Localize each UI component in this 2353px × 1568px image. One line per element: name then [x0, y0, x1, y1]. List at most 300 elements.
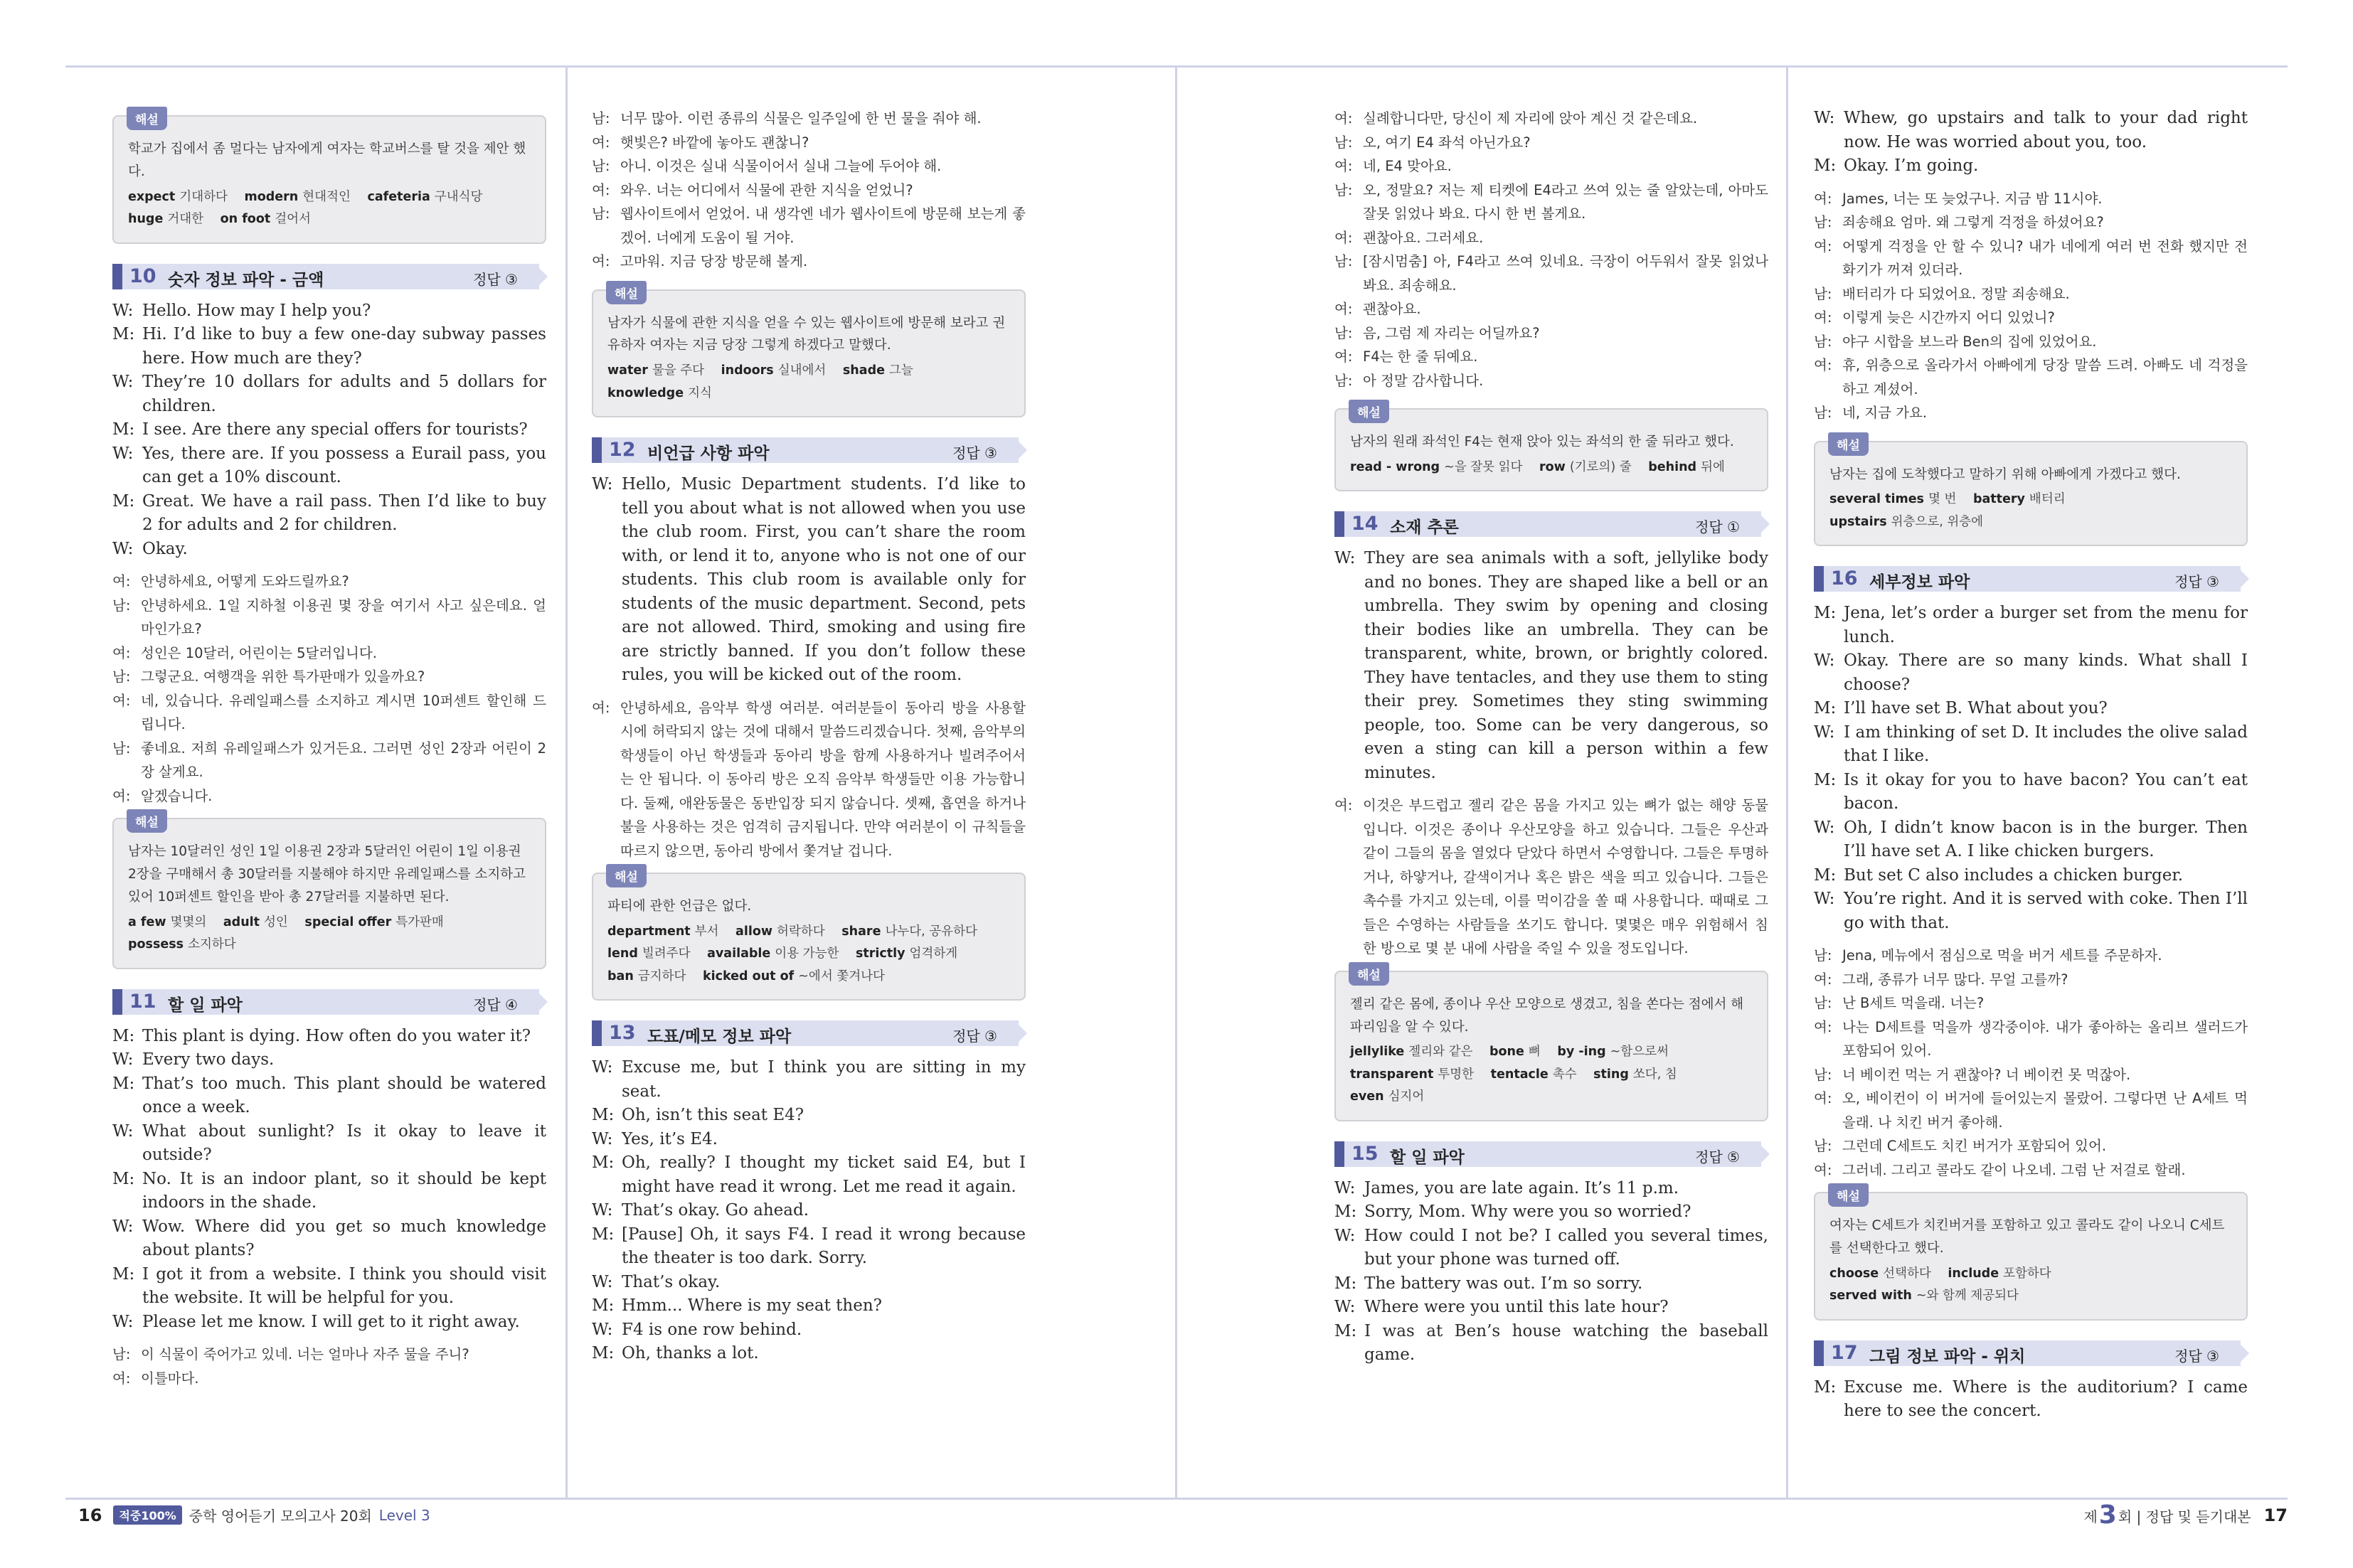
- dialogue-line: [112, 323, 546, 370]
- dialogue-line: [592, 1104, 1026, 1128]
- vocab-item: special offer 특가판매: [304, 914, 444, 929]
- speaker-label: W:: [112, 1121, 134, 1141]
- line-text: 이틀마다.: [141, 1370, 199, 1387]
- question-title: 숫자 정보 파악 - 금액: [168, 270, 324, 289]
- vocab-item: expect 기대하다: [128, 189, 228, 204]
- speaker-label: 남:: [1334, 253, 1353, 270]
- page-number: 16: [78, 1505, 102, 1525]
- line-text: I got it from a website. I think you should visit the website. It will be helpful for you.: [142, 1264, 546, 1308]
- dialogue-line: [112, 570, 546, 594]
- dialogue-line: [592, 696, 1026, 863]
- vocab-item: cafeteria 구내식당: [367, 189, 483, 204]
- dialogue-line: [112, 490, 546, 538]
- line-text: 이렇게 늦은 시간까지 어디 있었니?: [1842, 309, 2055, 326]
- dialogue-line: [112, 1343, 546, 1367]
- vocab-item: behind 뒤에: [1648, 459, 1725, 474]
- page-number: 17: [2263, 1505, 2288, 1525]
- line-text: 고마워. 지금 당장 방문해 볼게.: [620, 253, 808, 270]
- question-title: 소재 추론: [1390, 518, 1459, 538]
- dialogue-line: [1814, 864, 2248, 888]
- line-text: 이것은 부드럽고 젤리 같은 몸을 가지고 있는 뼈가 없는 해양 동물입니다. 이것은 종이나 우산모양을 하고 있습니다. 그들은 우산과 같이 그들의 몸을 열었다 닫았다 하면서 수영합니다. 그들은 투명하거나, 하얗거나, 갈색이거나 혹은 밝은 색을 띄고 있습니다. 그들은 촉수를 가지고 있는데, 이를 먹이감을 쏠 때 사용합니다. 때때로 그들은 수영하는 사람들을 쏘기도 합니다. 몇몇은 매우 위험해서 침 한 방으로 몇 분 내에 사람을 죽일 수 있을 정도입니다.: [1363, 797, 1768, 957]
- line-text: 음, 그럼 제 자리는 어딜까요?: [1363, 324, 1540, 341]
- question-header-16: [1814, 566, 2248, 592]
- speaker-label: W:: [112, 1217, 134, 1236]
- dialogue-line: [112, 299, 546, 324]
- explanation-box-q10: [112, 818, 546, 969]
- line-text: 그런데 C세트도 치킨 버거가 포함되어 있어.: [1842, 1138, 2107, 1155]
- speaker-label: M:: [1814, 1377, 1837, 1397]
- dialogue-line: [592, 154, 1026, 178]
- dialogue-line: [592, 1294, 1026, 1318]
- line-text: Yes, there are. If you possess a Eurail pass, you can get a 10% discount.: [142, 444, 546, 487]
- dialogue-line: [592, 202, 1026, 250]
- dialogue-line: [112, 641, 546, 666]
- line-text: That’s too much. This plant should be watered once a week.: [142, 1074, 546, 1117]
- dialogue-line: [112, 1168, 546, 1215]
- book-title: 중학 영어듣기 모의고사 20회: [188, 1508, 372, 1525]
- line-text: 그렇군요. 여행객을 위한 특가판매가 있을까요?: [141, 668, 425, 686]
- speaker-label: 여:: [112, 644, 131, 661]
- footer-section: 회 | 정답 및 듣기대본: [2118, 1508, 2251, 1525]
- korean-q15: [1814, 187, 2248, 425]
- line-text: 휴, 위층으로 올라가서 아빠에게 당장 말씀 드려. 아빠도 네 걱정을 하고 계셨어.: [1842, 357, 2248, 398]
- vocab-item: tentacle 촉수: [1490, 1067, 1577, 1082]
- explanation-tag: 해설: [127, 107, 167, 130]
- line-text: Oh, isn’t this seat E4?: [622, 1106, 804, 1125]
- line-text: Wow. Where did you get so much knowledge about plants?: [142, 1217, 546, 1260]
- speaker-label: M:: [112, 420, 135, 439]
- dialogue-line: [1334, 1272, 1768, 1296]
- dialogue-line: [1814, 649, 2248, 697]
- question-number: 14: [1351, 513, 1379, 535]
- dialogue-line: [1334, 1296, 1768, 1320]
- speaker-label: 여:: [1814, 1161, 1832, 1178]
- explanation-text: 학교가 집에서 좀 멀다는 남자에게 여자는 학교버스를 탈 것을 제안 했다.: [128, 142, 526, 179]
- dialogue-line: [112, 689, 546, 737]
- dialogue-line: [1334, 1225, 1768, 1272]
- dialogue-line: [112, 442, 546, 490]
- dialogue-line: [112, 370, 546, 418]
- question-header-13: [592, 1020, 1026, 1046]
- line-text: No. It is an indoor plant, so it should be kept indoors in the shade.: [142, 1169, 546, 1212]
- speaker-label: 남:: [1334, 134, 1353, 151]
- speaker-label: W:: [592, 1272, 613, 1291]
- dialogue-q13: [592, 1056, 1026, 1366]
- answer-label: 정답 ③: [952, 1028, 997, 1045]
- explanation-text: 파티에 관한 언급은 없다.: [607, 899, 752, 914]
- speaker-label: W:: [592, 1201, 613, 1220]
- speaker-label: M:: [592, 1106, 615, 1125]
- line-text: 그러네. 그리고 콜라도 같이 나오네. 그럼 난 저걸로 할래.: [1842, 1161, 2186, 1178]
- line-text: 아 정말 감사합니다.: [1363, 372, 1484, 389]
- line-text: 오, 베이컨이 이 버거에 들어있는지 몰랐어. 그렇다면 난 A세트 먹을래. 나 치킨 버거 좋아해.: [1842, 1090, 2248, 1131]
- speaker-label: 남:: [592, 206, 610, 222]
- line-text: I see. Are there any special offers for tourists?: [142, 420, 528, 439]
- explanation-box-q14: [1334, 968, 1768, 1121]
- dialogue-line: [592, 473, 1026, 688]
- line-text: 너무 많아. 이런 종류의 식물은 일주일에 한 번 물을 줘야 해.: [620, 110, 982, 127]
- vocab-item: department 부서: [607, 924, 719, 939]
- line-text: The battery was out. I’m so sorry.: [1364, 1274, 1643, 1293]
- explanation-text: 남자는 집에 도착했다고 말하기 위해 아빠에게 가겠다고 했다.: [1829, 466, 2181, 482]
- korean-q12: [592, 696, 1026, 863]
- speaker-label: 여:: [1814, 1018, 1832, 1035]
- dialogue-line: [1814, 968, 2248, 992]
- dialogue-line: [1814, 210, 2248, 235]
- line-text: They are sea animals with a soft, jellylike body and no bones. They are shaped like a bell or an umbrella. They swim by opening and closing their bodies like an umbrella. They can be transparent, white, brown, or brightly colored. They have tentacles, and they use them to sting their prey. Sometimes they sting swimming people, too. Some can be very dangerous, so even a sting can kill a person within a few minutes.: [1364, 549, 1768, 782]
- speaker-label: 여:: [1334, 229, 1353, 246]
- speaker-label: W:: [1814, 818, 1835, 837]
- dialogue-line: [1814, 1015, 2248, 1063]
- speaker-label: 여:: [1814, 1090, 1832, 1107]
- line-text: 와우. 너는 어디에서 식물에 관한 지식을 얻었니?: [620, 181, 913, 198]
- speaker-label: 여:: [1334, 797, 1353, 814]
- speaker-label: M:: [1334, 1274, 1357, 1293]
- speaker-label: 여:: [592, 253, 610, 270]
- question-header-17: [1814, 1340, 2248, 1366]
- speaker-label: 여:: [1814, 357, 1832, 373]
- dialogue-q11: [112, 1025, 546, 1335]
- line-text: Hmm... Where is my seat then?: [622, 1296, 882, 1316]
- explanation-box-q15: [1814, 438, 2248, 547]
- dialogue-line: [112, 1215, 546, 1263]
- question-number: 16: [1831, 567, 1858, 590]
- speaker-label: M:: [592, 1225, 615, 1244]
- dialogue-line: [1814, 602, 2248, 649]
- line-text: 야구 시합을 보느라 Ben의 집에 있었어요.: [1842, 333, 2097, 350]
- dialogue-line: [112, 665, 546, 689]
- dialogue-line: [1814, 1158, 2248, 1183]
- answer-label: 정답 ③: [473, 270, 518, 288]
- dialogue-line: [1334, 154, 1768, 178]
- answer-label: 정답 ④: [473, 996, 518, 1013]
- speaker-label: 여:: [592, 181, 610, 198]
- line-text: That’s okay. Go ahead.: [622, 1201, 809, 1220]
- vocab-item: a few 몇몇의: [128, 914, 207, 929]
- korean-q10: [112, 570, 546, 808]
- column-1: [112, 105, 546, 1390]
- line-text: 안녕하세요. 1일 지하철 이용권 몇 장을 여기서 사고 싶은데요. 얼마인가요?: [141, 597, 546, 638]
- level-label: Level 3: [378, 1506, 430, 1524]
- line-text: I am thinking of set D. It includes the olive salad that I like.: [1844, 722, 2248, 766]
- vocab-item: battery 배터리: [1972, 492, 2066, 507]
- vocab-item: water 물을 주다: [607, 363, 705, 378]
- dialogue-q14: [1334, 547, 1768, 785]
- line-text: But set C also includes a chicken burger.: [1844, 865, 2184, 885]
- line-text: 배터리가 다 되었어요. 정말 죄송해요.: [1842, 285, 2070, 302]
- dialogue-line: [1814, 353, 2248, 401]
- line-text: Hi. I’d like to buy a few one-day subway passes here. How much are they?: [142, 325, 546, 368]
- dialogue-line: [112, 1025, 546, 1049]
- dialogue-q12: [592, 473, 1026, 688]
- line-text: F4는 한 줄 뒤예요.: [1363, 348, 1478, 365]
- vocab-item: knowledge 지식: [607, 385, 712, 400]
- line-text: Oh, really? I thought my ticket said E4, but I might have read it wrong. Let me read it again.: [622, 1153, 1026, 1196]
- dialogue-q15: [1334, 1177, 1768, 1367]
- dialogue-line: [1814, 944, 2248, 968]
- dialogue-line: [1334, 178, 1768, 226]
- speaker-label: 남:: [1814, 214, 1832, 230]
- line-text: 알겠습니다.: [141, 787, 213, 804]
- vocab-item: upstairs 위층으로, 위층에: [1829, 514, 1984, 529]
- line-text: This plant is dying. How often do you water it?: [142, 1026, 531, 1045]
- explanation-box-q13: [1334, 408, 1768, 491]
- speaker-label: 남:: [1814, 333, 1832, 350]
- vocab-item: by -ing ~함으로써: [1557, 1045, 1669, 1060]
- vocab-item: read - wrong ~을 잘못 읽다: [1350, 459, 1523, 474]
- line-text: 햇빛은? 바깥에 놓아도 괜찮니?: [620, 134, 809, 151]
- line-text: Please let me know. I will get to it right away.: [142, 1312, 520, 1331]
- dialogue-line: [112, 737, 546, 784]
- dialogue-line: [1334, 547, 1768, 785]
- line-text: 안녕하세요, 어떻게 도와드릴까요?: [141, 573, 349, 590]
- speaker-label: M:: [112, 325, 135, 344]
- line-text: 성인은 10달러, 어린이는 5달러입니다.: [141, 644, 377, 661]
- question-number: 17: [1831, 1341, 1858, 1364]
- speaker-label: 남:: [592, 110, 610, 127]
- dialogue-line: [1814, 1063, 2248, 1087]
- line-text: Hello, Music Department students. I’d like to tell you about what is not allowed when you use the club room. First, you can’t share the room with, or lend it to, anyone who is not one of our students. This club room is available only for students of the music department. Second, pets are not allowed. Third, smoking and using fire are strictly banned. If you don’t follow these rules, you will be kicked out of the room.: [622, 475, 1026, 685]
- line-text: Where were you until this late hour?: [1364, 1298, 1669, 1317]
- speaker-label: 남:: [1814, 405, 1832, 421]
- left-footer: [78, 1505, 430, 1525]
- explanation-tag: 해설: [1828, 432, 1869, 456]
- line-text: 웹사이트에서 얻었어. 내 생각엔 네가 웹사이트에 방문해 보는게 좋겠어. 너에게 도움이 될 거야.: [620, 206, 1026, 246]
- dialogue-line: [1814, 887, 2248, 935]
- explanation-box-q12: [592, 870, 1026, 1001]
- line-text: 아니. 이것은 실내 식물이어서 실내 그늘에 두어야 해.: [620, 158, 942, 174]
- dialogue-line: [112, 538, 546, 562]
- vocab-list: [1350, 1041, 1754, 1109]
- explanation-text: 여자는 C세트가 치킨버거를 포함하고 있고 콜라도 같이 나오니 C세트를 선택한다고 했다.: [1829, 1218, 2225, 1257]
- speaker-label: M:: [112, 1074, 135, 1093]
- vocab-item: choose 선택하다: [1829, 1266, 1931, 1281]
- dialogue-line: [1334, 794, 1768, 961]
- vocab-item: adult 성인: [223, 914, 288, 929]
- speaker-label: 남:: [1334, 324, 1353, 341]
- speaker-label: 여:: [1334, 348, 1353, 365]
- column-3: [1334, 107, 1768, 1367]
- dialogue-line: [112, 418, 546, 442]
- korean-q14: [1334, 794, 1768, 961]
- dialogue-line: [1814, 991, 2248, 1015]
- speaker-label: M:: [112, 1264, 135, 1284]
- question-number: 13: [609, 1022, 636, 1045]
- speaker-label: M:: [592, 1344, 615, 1363]
- line-text: Whew, go upstairs and talk to your dad right now. He was worried about you, too.: [1844, 109, 2248, 151]
- question-title: 그림 정보 파악 - 위치: [1869, 1347, 2026, 1366]
- dialogue-line: [112, 1311, 546, 1335]
- vocab-list: [607, 360, 1011, 405]
- speaker-label: 여:: [112, 692, 131, 709]
- speaker-label: M:: [1334, 1202, 1357, 1222]
- line-text: 괜찮아요.: [1363, 301, 1421, 317]
- dialogue-line: [592, 1223, 1026, 1271]
- line-text: 어떻게 걱정을 안 할 수 있니? 내가 네에게 여러 번 전화 했지만 전화기가 꺼져 있더라.: [1842, 238, 2248, 278]
- dialogue-line: [1334, 131, 1768, 155]
- vocab-item: sting 쏘다, 침: [1593, 1067, 1677, 1082]
- line-text: James, 너는 또 늦었구나. 지금 밤 11시야.: [1842, 190, 2103, 207]
- line-text: 난 B세트 먹을래. 너는?: [1842, 995, 1985, 1012]
- vocab-list: [128, 186, 532, 231]
- speaker-label: 남:: [1814, 995, 1832, 1012]
- line-text: Sorry, Mom. Why were you so worried?: [1364, 1202, 1691, 1222]
- vocab-item: transparent 투명한: [1350, 1067, 1475, 1082]
- vocab-item: row (기로의) 줄: [1539, 459, 1632, 474]
- column-2: [592, 107, 1026, 1366]
- speaker-label: W:: [112, 1312, 134, 1331]
- line-text: You’re right. And it is served with coke. Then I’ll go with that.: [1844, 890, 2248, 932]
- speaker-label: 남:: [1334, 372, 1353, 389]
- speaker-label: 남:: [112, 1346, 131, 1363]
- speaker-label: 남:: [1814, 947, 1832, 964]
- line-text: Oh, I didn’t know bacon is in the burger. Then I’ll have set A. I like chicken burgers.: [1844, 818, 2248, 861]
- line-text: How could I not be? I called you several times, but your phone was turned off.: [1364, 1226, 1768, 1269]
- dialogue-line: [112, 1048, 546, 1072]
- right-footer: [2083, 1500, 2288, 1530]
- speaker-label: M:: [1814, 770, 1837, 789]
- line-text: [Pause] Oh, it says F4. I read it wrong because the theater is too dark. Sorry.: [622, 1225, 1026, 1268]
- series-badge: 적중100%: [113, 1505, 181, 1525]
- dialogue-line: [1814, 330, 2248, 354]
- vocab-list: [128, 912, 532, 956]
- line-text: 안녕하세요, 음악부 학생 여러분. 여러분들이 동아리 방을 사용할 시에 허락되지 않는 것에 대해서 말씀드리겠습니다. 첫째, 음악부의 학생들이 아닌 학생들과 동아리 방을 함께 사용하거나 빌려주어서는 안 됩니다. 이 동아리 방은 오직 음악부 학생들만 이용 가능합니다. 둘째, 애완동물은 동반입장 되지 않습니다. 셋째, 흡연을 하거나 불을 사용하는 것은 엄격히 금지됩니다. 만약 여러분이 이 규칙들을 따르지 않으면, 동아리 방에서 쫓겨날 겁니다.: [620, 699, 1026, 859]
- line-text: Jena, 메뉴에서 점심으로 먹을 버거 세트를 주문하자.: [1842, 947, 2162, 964]
- vocab-item: shade 그늘: [842, 363, 913, 378]
- speaker-label: 남:: [1814, 1138, 1832, 1155]
- vocab-list: [1829, 1263, 2234, 1308]
- speaker-label: W:: [592, 475, 613, 494]
- vocab-item: modern 현대적인: [244, 189, 351, 204]
- line-text: Hello. How may I help you?: [142, 301, 371, 320]
- dialogue-line: [592, 178, 1026, 203]
- line-text: 좋네요. 저희 유레일패스가 있거든요. 그러면 성인 2장과 어린이 2장 살게요.: [141, 740, 546, 781]
- line-text: Jena, let’s order a burger set from the menu for lunch.: [1844, 604, 2248, 646]
- vocab-list: [1829, 489, 2234, 533]
- line-text: Yes, it’s E4.: [622, 1129, 718, 1148]
- explanation-box-q9: [112, 115, 546, 244]
- line-text: 네, E4 맞아요.: [1363, 158, 1452, 174]
- dialogue-line: [112, 1072, 546, 1120]
- dialogue-line: [1814, 816, 2248, 864]
- korean-q11: [112, 1343, 546, 1390]
- korean-q16: [1814, 944, 2248, 1182]
- vocab-item: served with ~와 함께 제공되다: [1829, 1289, 2019, 1303]
- dialogue-line: [112, 1367, 546, 1391]
- speaker-label: W:: [592, 1129, 613, 1148]
- speaker-label: W:: [1814, 651, 1835, 671]
- dialogue-line: [1814, 282, 2248, 306]
- line-text: [잠시멈춤] 아, F4라고 쓰여 있네요. 극장이 어두워서 잘못 읽었나봐요. 죄송해요.: [1363, 253, 1768, 294]
- line-text: I was at Ben’s house watching the baseball game.: [1364, 1321, 1768, 1365]
- speaker-label: M:: [1334, 1321, 1357, 1340]
- line-text: 실례합니다만, 당신이 제 자리에 앉아 계신 것 같은데요.: [1363, 110, 1698, 127]
- vocab-item: possess 소지하다: [128, 937, 236, 952]
- line-text: 네, 지금 가요.: [1842, 405, 1927, 421]
- dialogue-line: [592, 1128, 1026, 1152]
- dialogue-q16: [1814, 602, 2248, 935]
- speaker-label: W:: [1334, 1226, 1356, 1245]
- line-text: 오, 여기 E4 좌석 아닌가요?: [1363, 134, 1531, 151]
- speaker-label: 여:: [1334, 110, 1353, 127]
- question-number: 11: [129, 990, 156, 1013]
- speaker-label: 남:: [1814, 285, 1832, 302]
- vocab-item: kicked out of ~에서 쫓겨나다: [703, 969, 885, 983]
- answer-label: 정답 ⑤: [1695, 1148, 1740, 1166]
- line-text: Every two days.: [142, 1050, 275, 1070]
- explanation-tag: 해설: [1349, 400, 1389, 423]
- line-text: Okay.: [142, 539, 188, 558]
- dialogue-line: [592, 131, 1026, 155]
- dialogue-line: [1334, 1177, 1768, 1201]
- explanation-box-q11: [592, 289, 1026, 418]
- vocab-item: several times 몇 번: [1829, 492, 1957, 507]
- speaker-label: 여:: [1334, 158, 1353, 174]
- explanation-tag: 해설: [1828, 1183, 1869, 1207]
- dialogue-line: [1334, 1200, 1768, 1225]
- speaker-label: 여:: [1814, 309, 1832, 326]
- line-text: I’ll have set B. What about you?: [1844, 699, 2108, 718]
- explanation-box-q16: [1814, 1192, 2248, 1321]
- explanation-tag: 해설: [606, 281, 647, 304]
- footer-prefix: 제: [2083, 1508, 2098, 1525]
- dialogue-line: [112, 1263, 546, 1311]
- question-number: 12: [609, 439, 636, 462]
- explanation-tag: 해설: [1349, 962, 1389, 986]
- speaker-label: M:: [1814, 156, 1837, 175]
- question-title: 세부정보 파악: [1869, 573, 1970, 592]
- speaker-label: M:: [1814, 604, 1837, 623]
- question-title: 할 일 파악: [1390, 1148, 1465, 1167]
- speaker-label: W:: [1334, 1298, 1356, 1317]
- speaker-label: 여:: [112, 573, 131, 590]
- vocab-item: share 나누다, 공유하다: [841, 924, 977, 939]
- line-text: Excuse me. Where is the auditorium? I came here to see the concert.: [1844, 1377, 2248, 1421]
- line-text: 너 베이컨 먹는 거 괜찮아? 너 베이컨 못 먹잖아.: [1842, 1066, 2131, 1083]
- dialogue-line: [1334, 107, 1768, 131]
- vocab-list: [1350, 457, 1754, 479]
- speaker-label: 남:: [112, 668, 131, 686]
- dialogue-line: [112, 784, 546, 809]
- dialogue-q17: [1814, 1376, 2248, 1424]
- speaker-label: W:: [112, 444, 134, 463]
- korean-q13: [1334, 107, 1768, 393]
- dialogue-q10: [112, 299, 546, 562]
- speaker-label: 여:: [112, 787, 131, 804]
- dialogue-line: [1814, 401, 2248, 425]
- dialogue-line: [592, 107, 1026, 131]
- dialogue-line: [1814, 187, 2248, 211]
- speaker-label: 여:: [1814, 971, 1832, 988]
- speaker-label: 남:: [1334, 181, 1353, 198]
- dialogue-line: [1334, 369, 1768, 393]
- speaker-label: W:: [1334, 1178, 1356, 1198]
- dialogue-line: [1814, 1376, 2248, 1424]
- question-header-12: [592, 437, 1026, 463]
- line-text: 죄송해요 엄마. 왜 그렇게 걱정을 하셨어요?: [1842, 214, 2104, 230]
- dialogue-line: [1814, 306, 2248, 330]
- speaker-label: M:: [112, 1169, 135, 1188]
- line-text: Okay. There are so many kinds. What shall I choose?: [1844, 651, 2248, 694]
- dialogue-line: [1814, 721, 2248, 769]
- dialogue-line: [1814, 107, 2248, 154]
- speaker-label: W:: [1814, 722, 1835, 742]
- answer-label: 정답 ③: [2174, 1347, 2219, 1365]
- vocab-item: bone 뼈: [1489, 1045, 1541, 1060]
- question-title: 도표/메모 정보 파악: [647, 1028, 792, 1047]
- dialogue-line: [1814, 769, 2248, 816]
- column-divider: [565, 68, 568, 1498]
